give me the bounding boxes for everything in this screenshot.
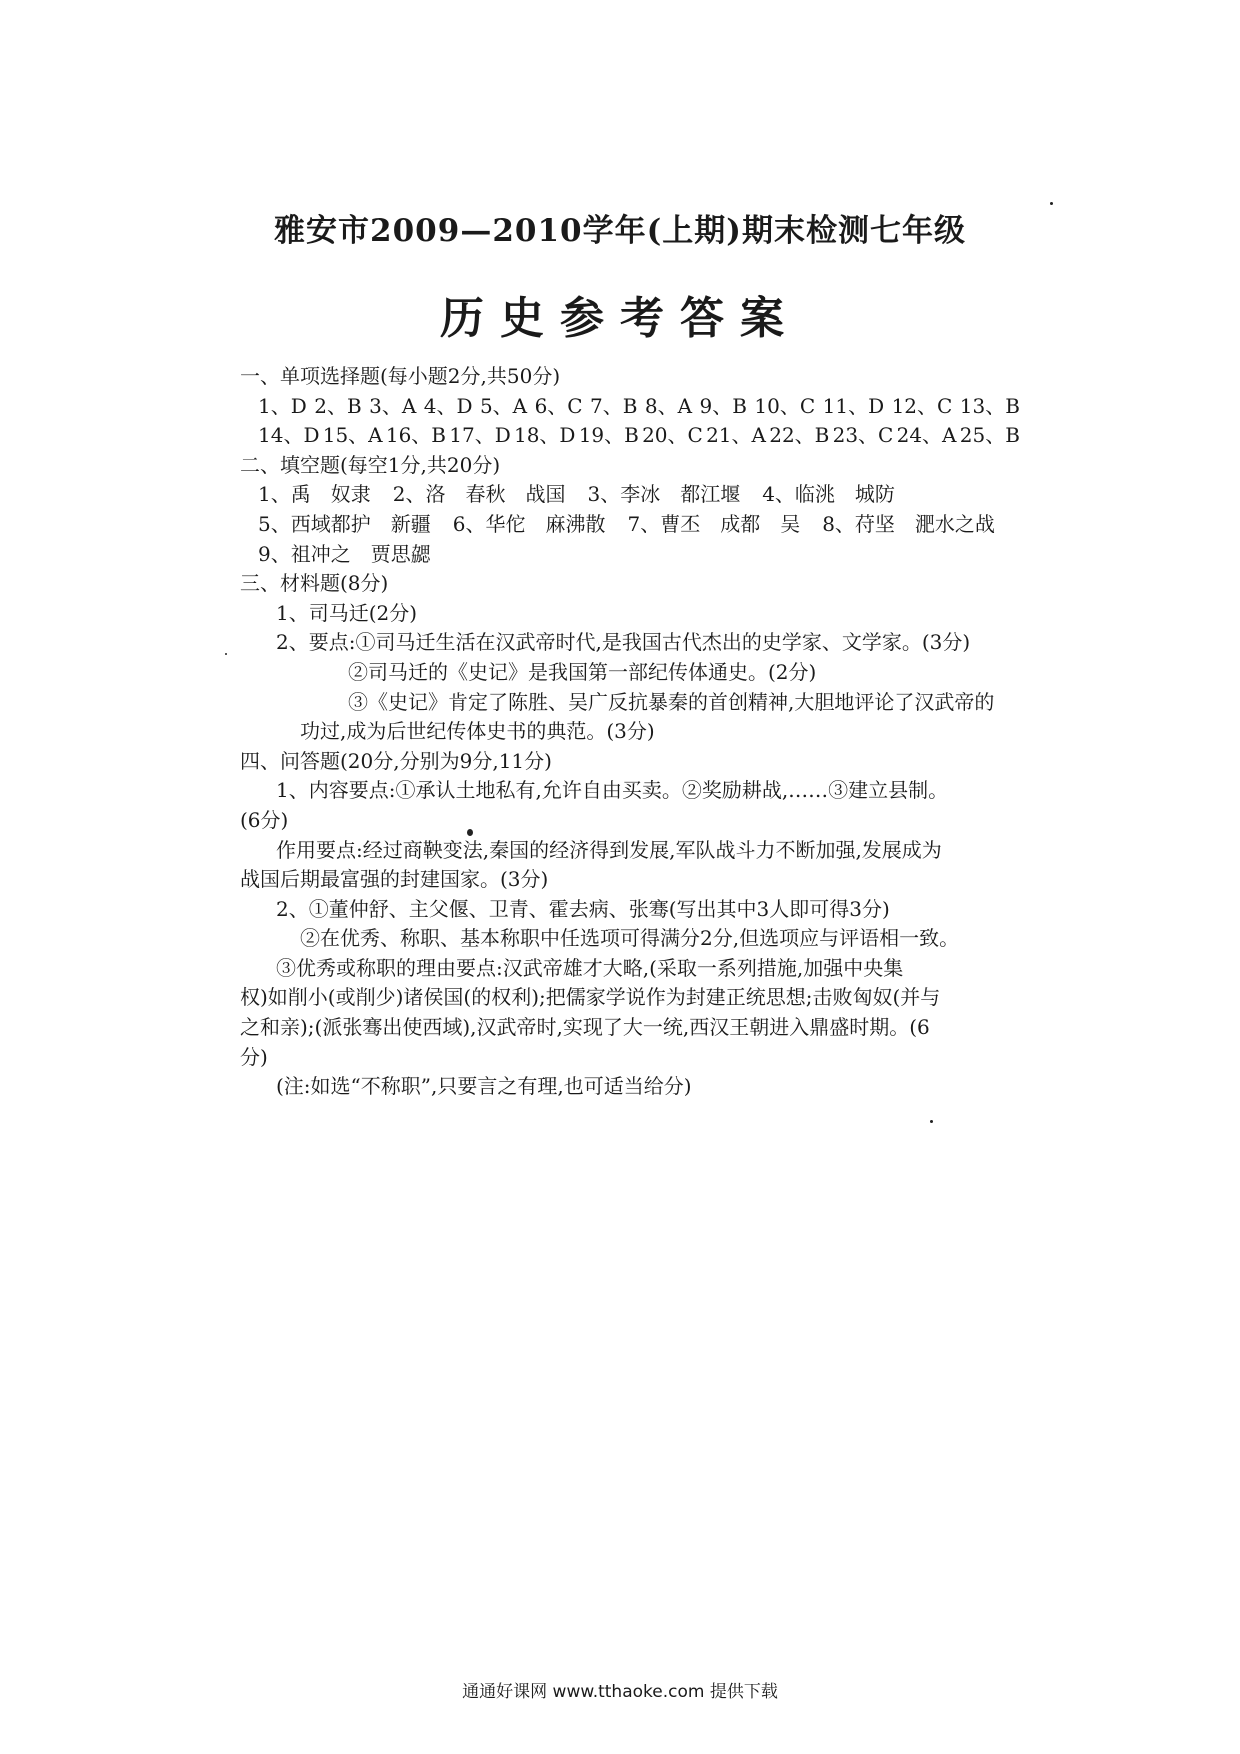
fill-blank-answer: 7、曹丕 成都 吴 [627,511,801,536]
question-answer-1a: 1、内容要点:①承认土地私有,允许自由买卖。②奖励耕战,……③建立县制。 [276,778,949,803]
choice-answers-row1 [240,392,1020,422]
choice-answer: 14、D [258,423,320,448]
choice-answer: 15、A [322,423,383,448]
scan-speck [225,653,227,655]
material-answer-2d: 功过,成为后世纪传体史书的典范。(3分) [300,719,655,744]
choice-answer: 20、C [642,423,703,448]
choice-answer: 24、A [896,423,957,448]
question-answer-1c: 作用要点:经过商鞅变法,秦国的经济得到发展,军队战斗力不断加强,发展成为 [276,837,942,862]
section2-heading: 二、填空题(每空1分,共20分) [240,452,501,477]
choice-answer: 3、A [369,393,417,418]
choice-answer: 22、B [769,423,830,448]
question-answer-2a: 2、①董仲舒、主父偃、卫青、霍去病、张骞(写出其中3人即可得3分) [276,896,890,921]
choice-answer: 9、B [699,393,747,418]
material-answer-2b: ②司马迁的《史记》是我国第一部纪传体通史。(2分) [348,659,817,684]
question-answer-2e: 之和亲);(派张骞出使西域),汉武帝时,实现了大一统,西汉王朝进入鼎盛时期。(6 [240,1015,930,1040]
fill-blank-answer: 3、李冰 都江堰 [587,482,741,507]
choice-answers-row2 [240,421,1020,451]
choice-answer: 8、A [644,393,693,418]
choice-answer: 13、B [959,393,1020,418]
choice-answer: 23、C [832,423,894,448]
question-answer-2c: ③优秀或称职的理由要点:汉武帝雄才大略,(采取一系列措施,加强中央集 [276,955,904,980]
question-answer-2b: ②在优秀、称职、基本称职中任选项可得满分2分,但选项应与评语相一致。 [300,926,960,951]
choice-answer: 2、B [314,393,362,418]
scan-speck [467,829,473,836]
material-answer-2c: ③《史记》肯定了陈胜、吴广反抗暴秦的首创精神,大胆地评论了汉武帝的 [348,689,995,714]
section1-heading: 一、单项选择题(每小题2分,共50分) [240,364,561,388]
fill-blank-answer: 4、临洮 城防 [762,482,895,507]
choice-answer: 1、D [258,393,307,418]
question-answer-2f: 分) [240,1044,268,1069]
choice-answer: 11、D [822,393,885,418]
fill-blank-line1 [240,480,1020,510]
choice-answer: 19、B [578,423,639,448]
material-answer-1: 1、司马迁(2分) [276,600,418,625]
material-answer-2a: 2、要点:①司马迁生活在汉武帝时代,是我国古代杰出的史学家、文学家。(3分) [276,630,971,655]
choice-answer: 12、C [891,393,953,418]
fill-blank-answer: 8、苻坚 淝水之战 [822,511,995,536]
fill-blank-answer: 6、华佗 麻沸散 [452,511,606,536]
fill-blank-line2 [240,510,1020,540]
choice-answer: 25、B [959,423,1020,448]
choice-answer: 21、A [706,423,766,448]
scan-speck [930,1120,933,1123]
exam-subtitle: 雅安市2009—2010学年(上期)期末检测七年级 [274,213,966,249]
choice-answer: 18、D [513,423,576,448]
fill-blank-answer: 5、西域都护 新疆 [258,511,431,536]
question-answer-2d: 权)如削小(或削少)诸侯国(的权利);把儒家学说作为封建正统思想;击败匈奴(并与 [240,985,941,1010]
choice-answer: 5、A [479,393,528,418]
choice-answer: 10、C [754,393,816,418]
page-title: 历史参考答案 [440,293,800,344]
choice-answer: 16、B [385,423,447,448]
grading-note: (注:如选“不称职”,只要言之有理,也可适当给分) [276,1074,692,1099]
section3-heading: 三、材料题(8分) [240,571,389,596]
choice-answer: 4、D [423,393,473,418]
answer-body [240,362,1020,1102]
scan-speck [1050,202,1053,205]
fill-blank-answer: 1、禹 奴隶 [258,482,371,507]
fill-blank-answer: 2、洛 春秋 战国 [392,482,566,507]
choice-answer: 6、C [534,393,583,418]
choice-answer: 7、B [590,393,638,418]
question-answer-1d: 战国后期最富强的封建国家。(3分) [240,867,549,892]
question-answer-1b: (6分) [240,807,289,832]
choice-answer: 17、D [449,423,511,448]
download-footer: 通通好课网 www.tthaoke.com 提供下载 [462,1682,778,1702]
section4-heading: 四、问答题(20分,分别为9分,11分) [240,748,552,773]
fill-blank-line3: 9、祖冲之 贾思勰 [258,541,431,566]
